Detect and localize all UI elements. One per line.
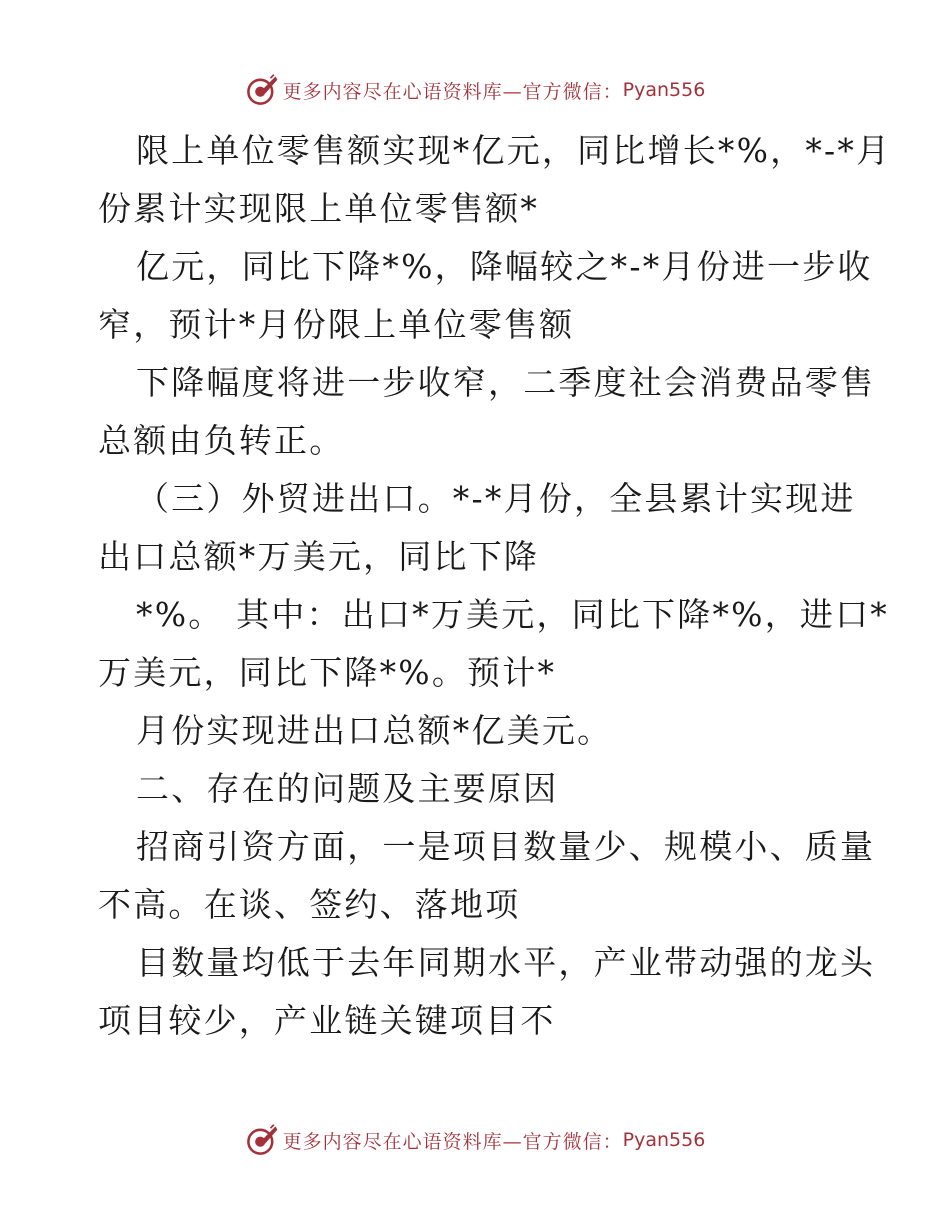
- body-line: *%。 其中：出口*万美元，同比下降*%，进口*: [136, 595, 890, 634]
- section-heading: （三）外贸进出口。*-*月份，全县累计实现进: [136, 479, 856, 518]
- body-line: 窄，预计*月份限上单位零售额: [98, 305, 575, 344]
- footer-banner: [0, 1120, 950, 1160]
- body-line: 项目较少，产业链关键项目不: [98, 1001, 556, 1040]
- body-line: 限上单位零售额实现*亿元，同比增长*%，*-*月: [136, 131, 892, 170]
- header-text: 更多内容尽在心语资料库—官方微信：: [282, 80, 623, 103]
- body-line: 亿元，同比下降*%，降幅较之*-*月份进一步收: [136, 247, 873, 286]
- body-line: 万美元，同比下降*%。预计*: [98, 653, 557, 692]
- body-line: 目数量均低于去年同期水平，产业带动强的龙头: [136, 943, 876, 982]
- body-line: 招商引资方面，一是项目数量少、规模小、质量: [136, 827, 876, 866]
- body-line: 出口总额*万美元，同比下降: [98, 537, 540, 576]
- pen-nib-circle-icon: [245, 1123, 279, 1157]
- footer-text: 更多内容尽在心语资料库—官方微信：: [282, 1130, 623, 1153]
- header-banner: [0, 70, 950, 110]
- body-line: 下降幅度将进一步收窄，二季度社会消费品零售: [136, 363, 876, 402]
- body-line: 总额由负转正。: [98, 421, 345, 460]
- body-line: 份累计实现限上单位零售额*: [98, 189, 540, 228]
- section-heading: 二、存在的问题及主要原因: [136, 769, 559, 808]
- pen-nib-circle-icon: [245, 73, 279, 107]
- header-wechat-id: Pyan556: [622, 79, 706, 101]
- footer-wechat-id: Pyan556: [622, 1129, 706, 1151]
- body-line: 月份实现进出口总额*亿美元。: [136, 711, 613, 750]
- body-line: 不高。在谈、签约、落地项: [98, 885, 521, 924]
- document-body: [98, 122, 892, 1050]
